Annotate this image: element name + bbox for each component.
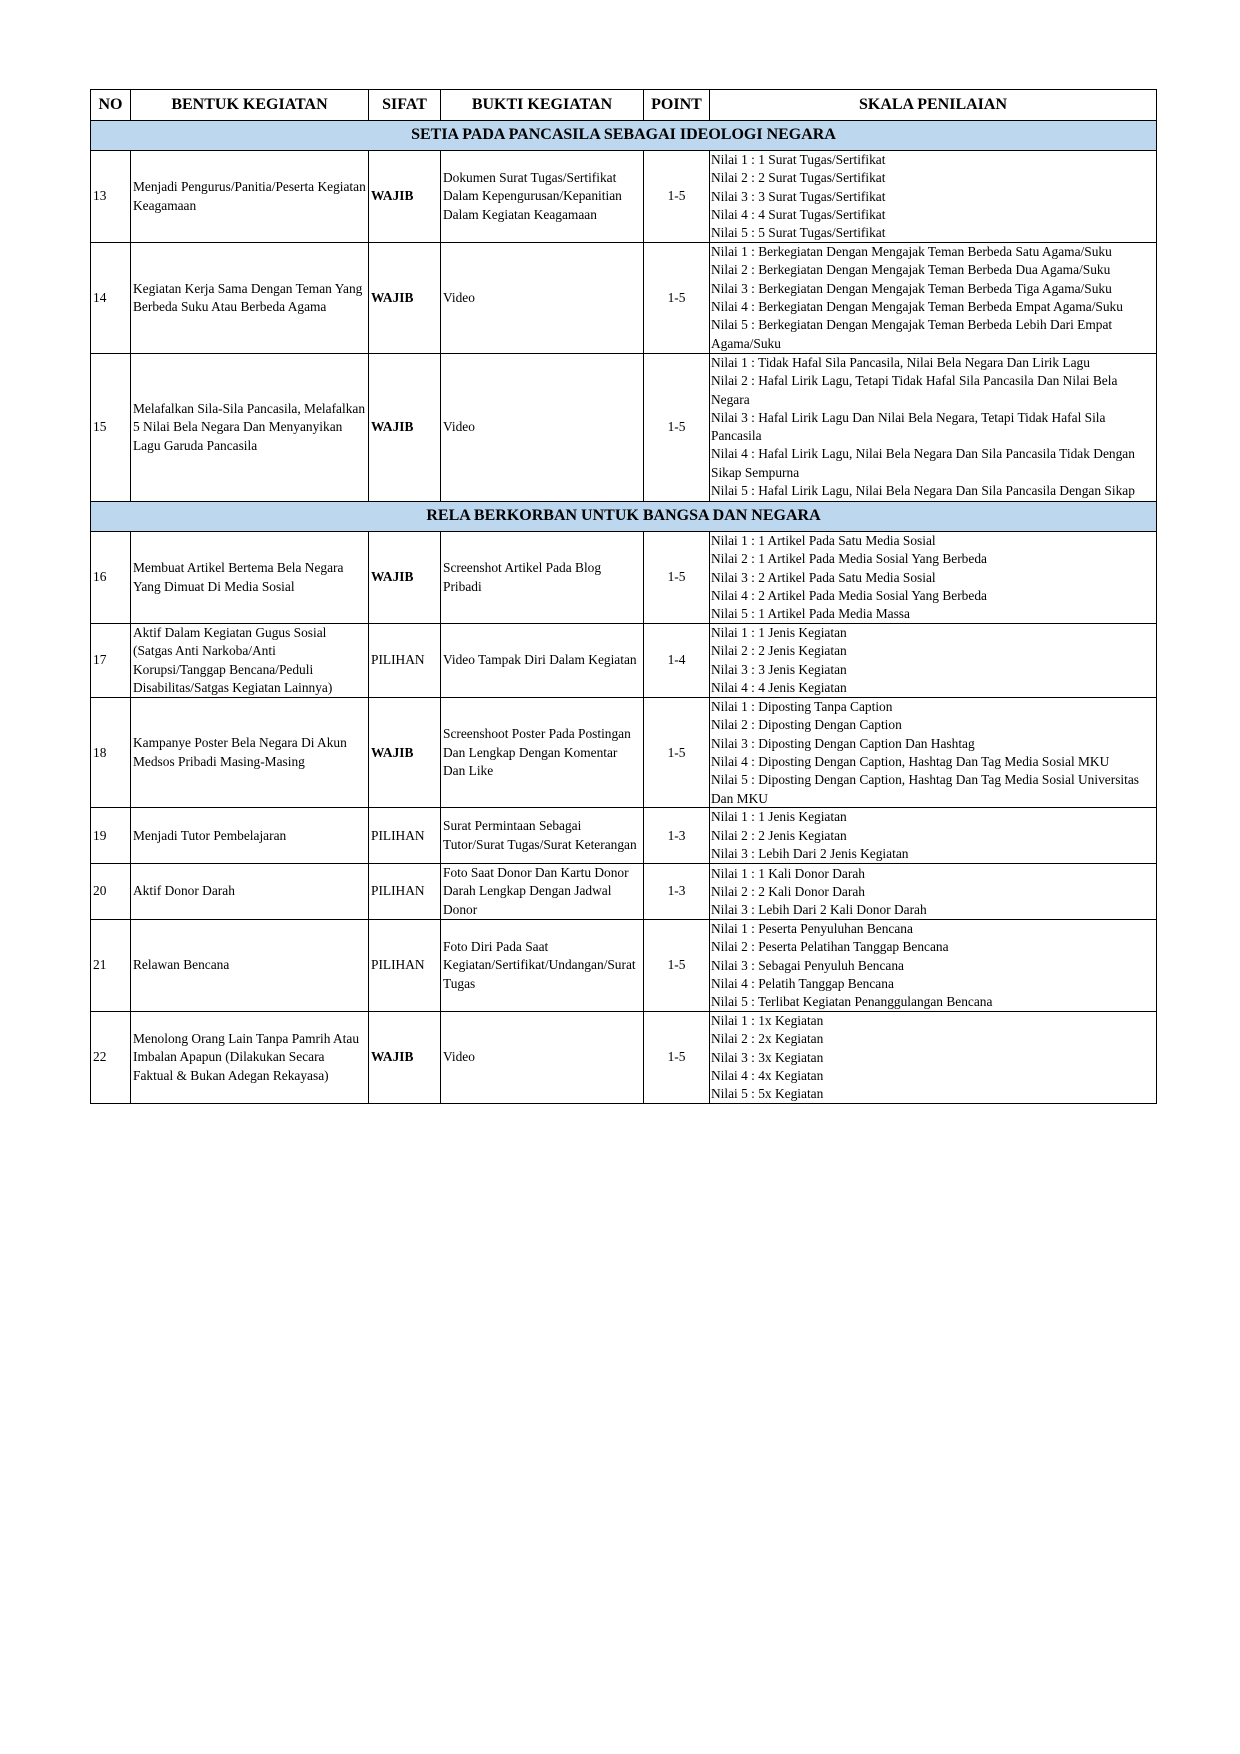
- bentuk-kegiatan-cell: Kegiatan Kerja Sama Dengan Teman Yang Berbeda Suku Atau Berbeda Agama: [131, 243, 369, 354]
- skala-item: Nilai 2 : 2 Kali Donor Darah: [711, 883, 865, 899]
- table-row: [91, 864, 1157, 920]
- header-skala-penilaian: SKALA PENILAIAN: [710, 90, 1157, 121]
- skala-list: [711, 1012, 1155, 1103]
- table-row: [91, 532, 1157, 624]
- skala-item: Nilai 3 : Hafal Lirik Lagu Dan Nilai Bela Negara, Tetapi Tidak Hafal Sila Pancasila: [711, 409, 1106, 444]
- section-header-row: [91, 502, 1157, 532]
- point-cell: 1-5: [644, 151, 710, 243]
- skala-list: [711, 808, 1155, 863]
- row-number: 16: [91, 532, 131, 624]
- skala-item: Nilai 2 : Hafal Lirik Lagu, Tetapi Tidak Hafal Sila Pancasila Dan Nilai Bela Negara: [711, 373, 1118, 407]
- skala-list: [711, 920, 1155, 1011]
- table-row: [91, 1012, 1157, 1104]
- skala-item: Nilai 1 : 1 Artikel Pada Satu Media Sosial: [711, 533, 936, 548]
- skala-item: Nilai 5 : Terlibat Kegiatan Penanggulangan Bencana: [711, 994, 993, 1010]
- skala-penilaian-cell: [710, 808, 1157, 864]
- skala-item: Nilai 2 : 1 Artikel Pada Media Sosial Yang Berbeda: [711, 551, 987, 567]
- skala-item: Nilai 3 : Berkegiatan Dengan Mengajak Teman Berbeda Tiga Agama/Suku: [711, 280, 1112, 296]
- skala-penilaian-cell: [710, 151, 1157, 243]
- bentuk-kegiatan-cell: Melafalkan Sila-Sila Pancasila, Melafalkan 5 Nilai Bela Negara Dan Menyanyikan Lagu Garuda Pancasila: [131, 354, 369, 502]
- table-row: [91, 354, 1157, 502]
- skala-item: Nilai 1 : Diposting Tanpa Caption: [711, 699, 893, 715]
- skala-item: Nilai 2 : 2 Jenis Kegiatan: [711, 827, 847, 843]
- skala-item: Nilai 1 : Berkegiatan Dengan Mengajak Teman Berbeda Satu Agama/Suku: [711, 244, 1112, 260]
- row-number: 22: [91, 1012, 131, 1104]
- skala-item: Nilai 1 : 1 Jenis Kegiatan: [711, 625, 847, 641]
- skala-list: [711, 624, 1155, 697]
- bentuk-kegiatan-cell: Menolong Orang Lain Tanpa Pamrih Atau Imbalan Apapun (Dilakukan Secara Faktual & Bukan Adegan Rekayasa): [131, 1012, 369, 1104]
- point-cell: 1-3: [644, 864, 710, 920]
- skala-item: Nilai 4 : 2 Artikel Pada Media Sosial Yang Berbeda: [711, 587, 987, 603]
- skala-item: Nilai 3 : Sebagai Penyuluh Bencana: [711, 957, 905, 973]
- skala-item: Nilai 4 : 4 Jenis Kegiatan: [711, 679, 847, 695]
- sifat-cell: WAJIB: [369, 532, 441, 624]
- bukti-kegiatan-cell: Screenshot Artikel Pada Blog Pribadi: [441, 532, 644, 624]
- skala-list: [711, 354, 1155, 501]
- skala-item: Nilai 5 : 1 Artikel Pada Media Massa: [711, 606, 910, 622]
- skala-penilaian-cell: [710, 532, 1157, 624]
- skala-penilaian-cell: [710, 864, 1157, 920]
- table-body: [91, 121, 1157, 1104]
- row-number: 20: [91, 864, 131, 920]
- sifat-cell: WAJIB: [369, 243, 441, 354]
- header-no: NO: [91, 90, 131, 121]
- skala-item: Nilai 4 : Berkegiatan Dengan Mengajak Teman Berbeda Empat Agama/Suku: [711, 299, 1123, 314]
- skala-penilaian-cell: [710, 1012, 1157, 1104]
- bukti-kegiatan-cell: Video: [441, 243, 644, 354]
- row-number: 14: [91, 243, 131, 354]
- sifat-cell: PILIHAN: [369, 808, 441, 864]
- sifat-cell: WAJIB: [369, 151, 441, 243]
- point-cell: 1-5: [644, 354, 710, 502]
- skala-item: Nilai 1 : 1 Kali Donor Darah: [711, 865, 865, 881]
- skala-item: Nilai 2 : 2 Jenis Kegiatan: [711, 643, 847, 659]
- sifat-cell: PILIHAN: [369, 920, 441, 1012]
- bentuk-kegiatan-cell: Membuat Artikel Bertema Bela Negara Yang Dimuat Di Media Sosial: [131, 532, 369, 624]
- bukti-kegiatan-cell: Screenshoot Poster Pada Postingan Dan Lengkap Dengan Komentar Dan Like: [441, 698, 644, 808]
- bentuk-kegiatan-cell: Relawan Bencana: [131, 920, 369, 1012]
- sifat-cell: WAJIB: [369, 354, 441, 502]
- skala-penilaian-cell: [710, 354, 1157, 502]
- skala-item: Nilai 2 : Berkegiatan Dengan Mengajak Teman Berbeda Dua Agama/Suku: [711, 262, 1111, 278]
- skala-item: Nilai 1 : 1 Surat Tugas/Sertifikat: [711, 152, 886, 167]
- bentuk-kegiatan-cell: Aktif Donor Darah: [131, 864, 369, 920]
- point-cell: 1-5: [644, 532, 710, 624]
- table-row: [91, 151, 1157, 243]
- skala-item: Nilai 3 : Diposting Dengan Caption Dan Hashtag: [711, 735, 975, 751]
- point-cell: 1-5: [644, 920, 710, 1012]
- row-number: 19: [91, 808, 131, 864]
- skala-penilaian-cell: [710, 920, 1157, 1012]
- skala-item: Nilai 4 : 4x Kegiatan: [711, 1067, 824, 1083]
- skala-item: Nilai 3 : Lebih Dari 2 Jenis Kegiatan: [711, 845, 909, 861]
- header-bentuk-kegiatan: BENTUK KEGIATAN: [131, 90, 369, 121]
- skala-item: Nilai 3 : Lebih Dari 2 Kali Donor Darah: [711, 902, 927, 918]
- row-number: 13: [91, 151, 131, 243]
- bukti-kegiatan-cell: Dokumen Surat Tugas/Sertifikat Dalam Kepengurusan/Kepanitian Dalam Kegiatan Keagamaan: [441, 151, 644, 243]
- row-number: 21: [91, 920, 131, 1012]
- skala-item: Nilai 3 : 3 Jenis Kegiatan: [711, 661, 847, 677]
- skala-item: Nilai 1 : Peserta Penyuluhan Bencana: [711, 921, 913, 937]
- skala-list: [711, 151, 1155, 242]
- header-point: POINT: [644, 90, 710, 121]
- table-row: [91, 624, 1157, 698]
- skala-item: Nilai 4 : Pelatih Tanggap Bencana: [711, 975, 894, 991]
- skala-list: [711, 532, 1155, 623]
- skala-item: Nilai 3 : 2 Artikel Pada Satu Media Sosial: [711, 569, 936, 585]
- table-row: [91, 808, 1157, 864]
- row-number: 18: [91, 698, 131, 808]
- header-bukti-kegiatan: BUKTI KEGIATAN: [441, 90, 644, 121]
- bukti-kegiatan-cell: Video: [441, 354, 644, 502]
- skala-list: [711, 243, 1155, 353]
- row-number: 17: [91, 624, 131, 698]
- skala-penilaian-cell: [710, 243, 1157, 354]
- bentuk-kegiatan-cell: Menjadi Pengurus/Panitia/Peserta Kegiatan Keagamaan: [131, 151, 369, 243]
- point-cell: 1-5: [644, 698, 710, 808]
- skala-item: Nilai 5 : 5x Kegiatan: [711, 1086, 824, 1102]
- skala-item: Nilai 1 : 1x Kegiatan: [711, 1013, 824, 1029]
- skala-item: Nilai 4 : 4 Surat Tugas/Sertifikat: [711, 206, 886, 222]
- sifat-cell: WAJIB: [369, 698, 441, 808]
- skala-penilaian-cell: [710, 698, 1157, 808]
- skala-item: Nilai 2 : Diposting Dengan Caption: [711, 717, 902, 733]
- bukti-kegiatan-cell: Foto Diri Pada Saat Kegiatan/Sertifikat/Undangan/Surat Tugas: [441, 920, 644, 1012]
- skala-list: [711, 698, 1155, 807]
- bukti-kegiatan-cell: Video: [441, 1012, 644, 1104]
- skala-item: Nilai 3 : 3x Kegiatan: [711, 1049, 824, 1065]
- header-sifat: SIFAT: [369, 90, 441, 121]
- point-cell: 1-4: [644, 624, 710, 698]
- section-title: SETIA PADA PANCASILA SEBAGAI IDEOLOGI NEGARA: [91, 121, 1157, 151]
- skala-item: Nilai 4 : Hafal Lirik Lagu, Nilai Bela Negara Dan Sila Pancasila Tidak Dengan Sikap Sempurna: [711, 446, 1135, 480]
- skala-item: Nilai 3 : 3 Surat Tugas/Sertifikat: [711, 188, 886, 204]
- activity-table: [90, 89, 1157, 1104]
- skala-item: Nilai 5 : 5 Surat Tugas/Sertifikat: [711, 225, 886, 241]
- bukti-kegiatan-cell: Surat Permintaan Sebagai Tutor/Surat Tugas/Surat Keterangan: [441, 808, 644, 864]
- skala-item: Nilai 2 : 2 Surat Tugas/Sertifikat: [711, 170, 886, 186]
- header-row: [91, 90, 1157, 121]
- skala-item: Nilai 5 : Diposting Dengan Caption, Hashtag Dan Tag Media Sosial Universitas Dan MKU: [711, 772, 1139, 806]
- skala-item: Nilai 4 : Diposting Dengan Caption, Hashtag Dan Tag Media Sosial MKU: [711, 754, 1110, 770]
- bentuk-kegiatan-cell: Aktif Dalam Kegiatan Gugus Sosial (Satgas Anti Narkoba/Anti Korupsi/Tanggap Bencana/Peduli Disabilitas/Satgas Kegiatan Lainnya): [131, 624, 369, 698]
- table-row: [91, 243, 1157, 354]
- skala-item: Nilai 5 : Hafal Lirik Lagu, Nilai Bela Negara Dan Sila Pancasila Dengan Sikap: [711, 483, 1135, 499]
- point-cell: 1-5: [644, 1012, 710, 1104]
- bukti-kegiatan-cell: Foto Saat Donor Dan Kartu Donor Darah Lengkap Dengan Jadwal Donor: [441, 864, 644, 920]
- row-number: 15: [91, 354, 131, 502]
- skala-item: Nilai 1 : 1 Jenis Kegiatan: [711, 809, 847, 825]
- sifat-cell: PILIHAN: [369, 864, 441, 920]
- table-row: [91, 698, 1157, 808]
- table-row: [91, 920, 1157, 1012]
- skala-item: Nilai 5 : Berkegiatan Dengan Mengajak Teman Berbeda Lebih Dari Empat Agama/Suku: [711, 317, 1113, 351]
- skala-item: Nilai 2 : 2x Kegiatan: [711, 1031, 824, 1047]
- skala-list: [711, 865, 1155, 919]
- section-title: RELA BERKORBAN UNTUK BANGSA DAN NEGARA: [91, 502, 1157, 532]
- section-header-row: [91, 121, 1157, 151]
- point-cell: 1-5: [644, 243, 710, 354]
- point-cell: 1-3: [644, 808, 710, 864]
- skala-penilaian-cell: [710, 624, 1157, 698]
- skala-item: Nilai 2 : Peserta Pelatihan Tanggap Bencana: [711, 939, 949, 955]
- skala-item: Nilai 1 : Tidak Hafal Sila Pancasila, Nilai Bela Negara Dan Lirik Lagu: [711, 355, 1090, 370]
- bentuk-kegiatan-cell: Menjadi Tutor Pembelajaran: [131, 808, 369, 864]
- bentuk-kegiatan-cell: Kampanye Poster Bela Negara Di Akun Medsos Pribadi Masing-Masing: [131, 698, 369, 808]
- sifat-cell: WAJIB: [369, 1012, 441, 1104]
- bukti-kegiatan-cell: Video Tampak Diri Dalam Kegiatan: [441, 624, 644, 698]
- sifat-cell: PILIHAN: [369, 624, 441, 698]
